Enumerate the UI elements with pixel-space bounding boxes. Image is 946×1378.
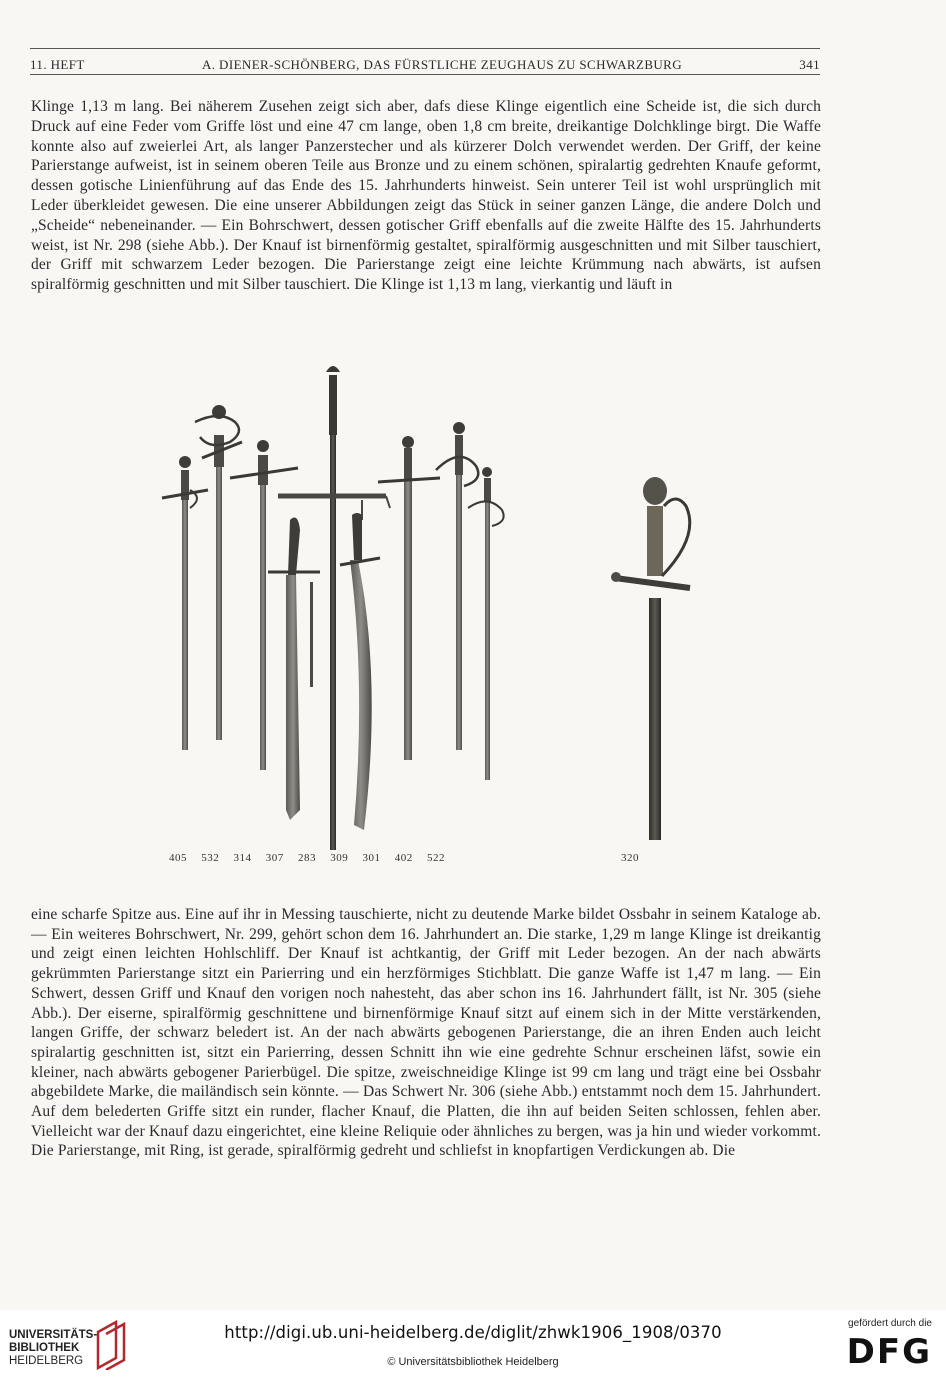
article-title: A. DIENER-SCHÖNBERG, DAS FÜRSTLICHE ZEUGHAUS ZU SCHWARZBURG xyxy=(201,57,683,72)
permalink-url[interactable]: http://digi.ub.uni-heidelberg.de/diglit/zhwk1906_1908/0370 xyxy=(224,1323,722,1342)
header-rule xyxy=(30,74,820,75)
sword-532 xyxy=(195,405,242,740)
sword-405 xyxy=(162,456,208,750)
caption-522: 522 xyxy=(427,852,445,864)
sword-522 xyxy=(468,467,504,780)
dfg-logo: DFG xyxy=(846,1332,932,1372)
page-number: 341 xyxy=(799,57,820,72)
running-header xyxy=(30,53,820,73)
sword-307 xyxy=(268,518,320,820)
body-paragraph-2: eine scharfe Spitze aus. Eine auf ihr in Messing tauschierte, nicht zu deutende Marke bildet Ossbahr in seinem Kataloge ab. — Ein weiteres Bohrschwert, Nr. 299, gehört schon dem 16. Jahrhundert an. Die starke, 1,29 m lange Klinge ist dreikantig und zeigt einen leichten Hohlschliff. Der Knauf ist achtkantig, der Griff mit Leder bezogen. An der nach abwärts gekrümmten Parierstange sitzt ein Parierring und ein herzförmiges Stichblatt. Die ganze Waffe ist 1,47 m lang. — Ein Schwert, dessen Griff und Knauf den vorigen noch nahesteht, das aber schon ins 16. Jahrhundert fällt, ist Nr. 305 (siehe Abb.). Der eiserne, spiralförmig geschnittene und birnenförmige Knauf sitzt auf einem sich in der Mitte verstärkenden, langen Griffe, der schwarz beledert ist. An der nach abwärts gebogenen Parierstange, die an ihren Enden auch leicht spiralartig geschnitten ist, sitzt ein Parierring, dessen Schnitt ihn wie eine gedrehte Schnur erscheinen läfst, sowie ein kleiner, nach abwärts gebogener Parierbügel. Die spitze, zweischneidige Klinge ist 99 cm lang und trägt eine bei Ossbahr abgebildete Marke, die mailändisch sein könnte. — Das Schwert Nr. 306 (siehe Abb.) entstammt noch dem 15. Jahrhundert. Auf dem belederten Griffe sitzt ein runder, flacher Knauf, die Platten, die ihn auf beiden Seiten schlossen, fehlen aber. Vielleicht war der Knauf dazu eingerichtet, eine kleine Reliquie oder ähnliches zu bergen, was ja hin und wieder vorkommt. Die Parierstange, mit Ring, ist gerade, spiralförmig gedreht und schliefst in knopfartigen Verdickungen ab. Die xyxy=(31,906,821,1160)
figure-captions-left xyxy=(169,852,456,864)
swords-illustration xyxy=(150,350,710,850)
sword-plate-figure xyxy=(150,350,710,880)
sword-301 xyxy=(378,436,440,760)
issue-label: 11. HEFT xyxy=(30,57,85,72)
caption-320: 320 xyxy=(621,852,639,864)
caption-283: 283 xyxy=(298,852,316,864)
caption-402: 402 xyxy=(394,852,413,864)
caption-307: 307 xyxy=(265,852,284,864)
header-rule-top xyxy=(30,48,820,49)
caption-314: 314 xyxy=(233,852,252,864)
copyright-notice: © Universitätsbibliothek Heidelberg xyxy=(387,1356,559,1368)
body-paragraph-1: Klinge 1,13 m lang. Bei näherem Zusehen zeigt sich aber, dafs diese Klinge eigentlich eine Scheide ist, die sich durch Druck auf eine Feder vom Griffe löst und eine 47 cm lange, oben 1,8 cm breite, dreikantige Dolchklinge birgt. Die Waffe konnte also auf zweierlei Art, als langer Panzerstecher und als kürzerer Dolch verwendet werden. Der Griff, der keine Parierstange aufweist, ist in seinem oberen Teile aus Bronze und zu einem schönen, spiralartig gedrehten Knaufe geformt, dessen gotische Linienführung auf das Ende des 15. Jahrhunderts hinweist. Sein unterer Teil ist wohl ursprünglich mit Leder überkleidet gewesen. Die eine unserer Abbildungen zeigt das Stück in seiner ganzen Länge, die andere Dolch und „Scheide“ nebeneinander. — Ein Bohrschwert, dessen gotischer Griff ebenfalls auf die zweite Hälfte des 15. Jahrhunderts weist, ist Nr. 298 (siehe Abb.). Der Knauf ist birnenförmig gestaltet, spiralförmig ausgeschnitten und mit Silber tauschiert, der Griff mit schwarzem Leder bezogen. Die Parierstange zeigt eine leichte Krümmung nach abwärts, ist aufsen spiralförmig geschnitten und mit Silber tauschiert. Die Klinge ist 1,13 m lang, vierkantig und läuft in xyxy=(31,98,821,294)
caption-532: 532 xyxy=(201,852,220,864)
caption-309: 309 xyxy=(330,852,349,864)
sword-320 xyxy=(611,477,690,840)
library-logo-text: UNIVERSITÄTS- BIBLIOTHEK HEIDELBERG xyxy=(9,1329,98,1367)
caption-405: 405 xyxy=(169,852,187,864)
caption-301: 301 xyxy=(362,852,381,864)
sword-309 xyxy=(340,513,380,830)
digitization-footer xyxy=(0,1310,946,1378)
funding-label: gefördert durch die xyxy=(848,1318,932,1329)
sword-402 xyxy=(436,422,478,750)
